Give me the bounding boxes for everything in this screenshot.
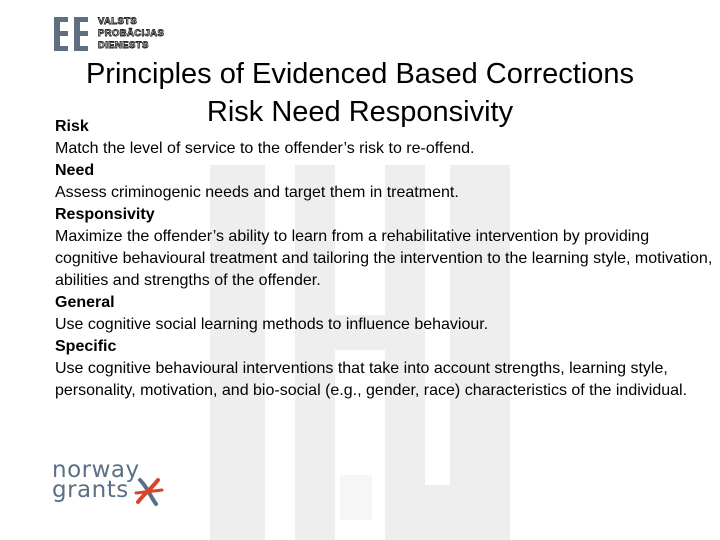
- text-general: Use cognitive social learning methods to influence behaviour.: [55, 316, 489, 333]
- norway-grants-line-2: grants: [52, 477, 129, 503]
- norway-grants-line-1: norway: [52, 457, 140, 483]
- heading-general: General: [55, 294, 115, 311]
- heading-risk: Risk: [55, 118, 89, 135]
- text-need: Assess criminogenic needs and target them in treatment.: [55, 184, 459, 201]
- logo-line-1: VALSTS: [98, 16, 138, 27]
- slide-title: Principles of Evidenced Based Corrections: [85, 58, 635, 90]
- heading-need: Need: [55, 162, 95, 179]
- text-risk: Match the level of service to the offender’s risk to re-offend.: [55, 140, 475, 157]
- logo-line-3: DIENESTS: [98, 40, 149, 51]
- slide-subtitle: Risk Need Responsivity: [206, 96, 514, 128]
- slide-body: [55, 116, 715, 402]
- probation-service-logo: [52, 14, 165, 54]
- text-specific: Use cognitive behavioural interventions that take into account strengths, learning style, personality, motivation, and bio-social (e.g., gender, race) characteristics of the individual.: [55, 360, 688, 399]
- text-responsivity: Maximize the offender’s ability to learn from a rehabilitative intervention by providing cognitive behavioural treatment and tailoring the intervention to the learning style, motivation, abilities and strengths of the offender.: [55, 228, 713, 289]
- norway-grants-cross-icon: [134, 476, 164, 508]
- logo-line-2: PROBĀCIJAS: [98, 28, 165, 39]
- heading-responsivity: Responsivity: [55, 206, 155, 223]
- heading-specific: Specific: [55, 338, 117, 355]
- norway-grants-logo: [52, 458, 172, 508]
- probation-logo-mark-icon: [52, 14, 92, 54]
